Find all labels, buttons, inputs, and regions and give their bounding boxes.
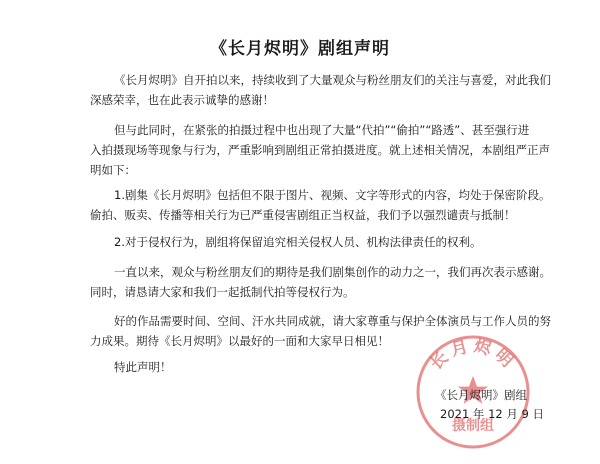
paragraph-line: 同时，请恳请大家和我们一起抵制代拍等侵权行为。	[90, 285, 355, 299]
paragraph-line: 力成果。期待《长月烬明》以最好的一面和大家早日相见！	[90, 334, 389, 348]
paragraph-line: 明如下：	[90, 163, 136, 177]
statement-date: 2021 年 12 月 9 日	[440, 407, 544, 421]
paragraph-line: 1.剧集《长月烬明》包括但不限于图片、视频、文字等形式的内容，均处于保密阶段。	[114, 188, 551, 202]
paragraph-point-2	[90, 232, 508, 252]
paragraph-line: 但与此同时，在紧张的拍摄过程中也出现了大量“代拍”“偷拍”“路透”、甚至强行进	[114, 123, 530, 137]
paragraph-line: 深感荣幸，也在此表示诚挚的感谢！	[90, 93, 274, 107]
paragraph-line: 偷拍、贩卖、传播等相关行为已严重侵害剧组正当权益，我们予以强烈谴责与抵制！	[90, 208, 516, 222]
signature: 《长月烬明》剧组	[435, 388, 527, 402]
page-title: 《长月烬明》剧组声明	[210, 39, 390, 59]
paragraph-point-1	[90, 185, 551, 225]
paragraph-intro	[90, 70, 551, 110]
paragraph-line: 入拍摄现场等现象与行为，严重影响到剧组正常拍摄进度。就上述相关情况，本剧组严正声	[90, 143, 550, 157]
paragraph-line: 好的作品需要时间、空间、汗水共同成就，请大家尊重与保护全体演员与工作人员的努	[114, 314, 551, 328]
paragraph-line: 《长月烬明》自开拍以来，持续收到了大量观众与粉丝朋友们的关注与喜爱，对此我们	[114, 73, 551, 87]
seal-bottom-text: 摄制组	[452, 418, 494, 434]
paragraph-issue	[90, 120, 550, 180]
paragraph-line: 2.对于侵权行为，剧组将保留追究相关侵权人员、机构法律责任的权利。	[114, 235, 482, 249]
paragraph-thanks	[90, 262, 551, 302]
paragraph-line: 一直以来，观众与粉丝朋友们的期待是我们剧集创作的动力之一，我们再次表示感谢。	[114, 265, 551, 279]
paragraph-line: 特此声明！	[114, 360, 172, 374]
seal-top-text: 长月烬明	[426, 336, 520, 375]
